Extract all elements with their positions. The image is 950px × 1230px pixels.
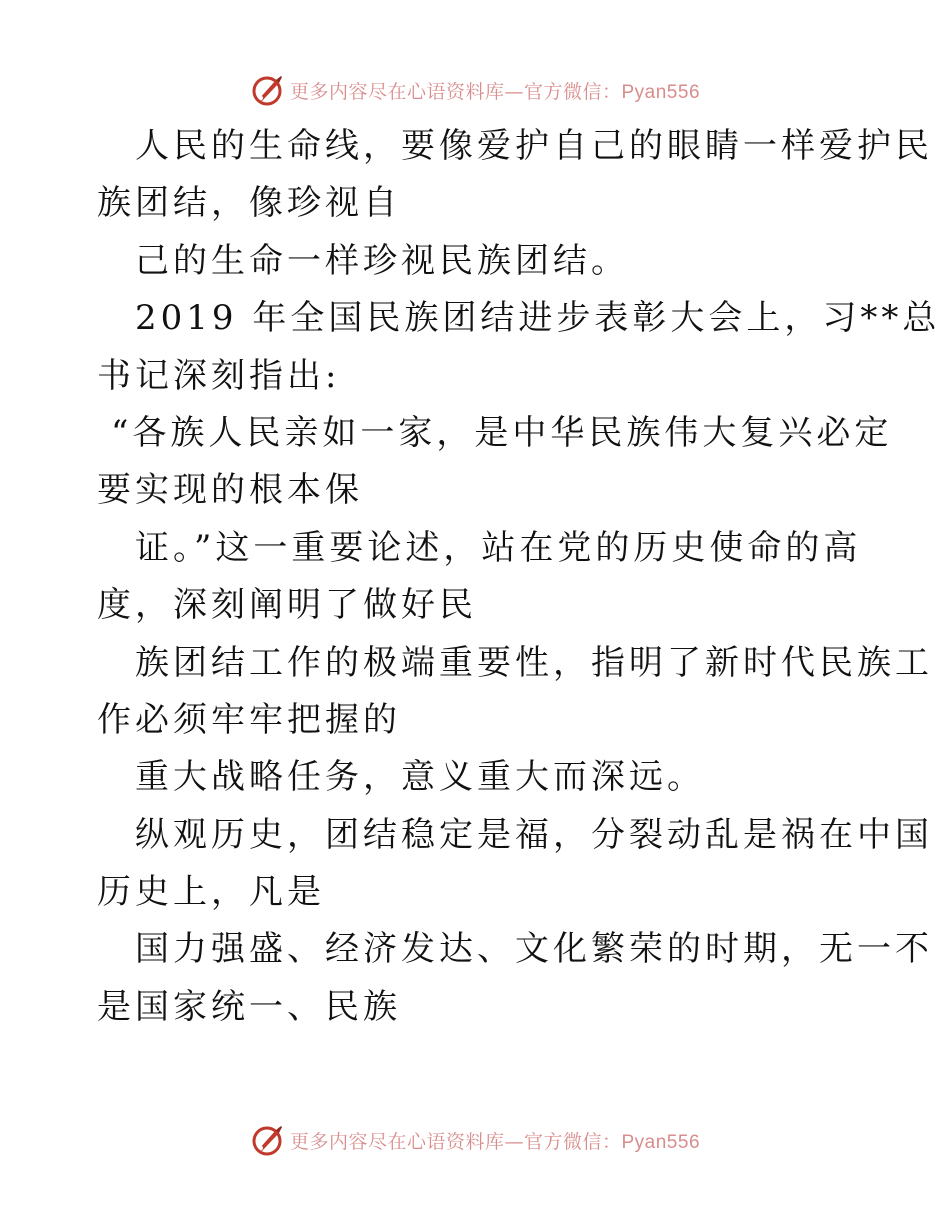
text-line: 证。”这一重要论述，站在党的历史使命的高	[135, 527, 862, 568]
text-line: 人民的生命线，要像爱护自己的眼睛一样爱护民	[135, 126, 933, 166]
quill-logo-icon	[250, 1122, 286, 1158]
text-line: 2019 年全国民族团结进步表彰大会上，习**总	[135, 298, 941, 339]
header-banner-text: 更多内容尽在心语资料库—官方微信：Pyan556	[289, 80, 701, 103]
text-line: 历史上，凡是	[97, 872, 325, 913]
text-line: 族团结，像珍视自	[97, 183, 401, 224]
text-line: 己的生命一样珍视民族团结。	[135, 240, 629, 281]
text-line: 重大战略任务，意义重大而深远。	[135, 757, 705, 798]
text-line: 是国家统一、民族	[97, 986, 401, 1027]
quill-logo-icon	[250, 72, 286, 108]
footer-banner	[0, 1120, 950, 1160]
text-line: 纵观历史，团结稳定是福，分裂动乱是祸在中国	[135, 814, 933, 855]
body-text	[97, 118, 941, 1036]
text-line: 国力强盛、经济发达、文化繁荣的时期，无一不	[135, 929, 933, 970]
text-line: 度，深刻阐明了做好民	[97, 585, 477, 626]
text-line: “各族人民亲如一家，是中华民族伟大复兴必定	[111, 412, 893, 453]
footer-banner-text: 更多内容尽在心语资料库—官方微信：Pyan556	[289, 1130, 701, 1153]
text-line: 族团结工作的极端重要性，指明了新时代民族工	[135, 642, 933, 683]
text-line: 要实现的根本保	[97, 470, 363, 511]
text-line: 作必须牢牢把握的	[97, 699, 401, 740]
footer-wechat-id: Pyan556	[621, 1131, 701, 1153]
header-banner	[0, 70, 950, 110]
text-line: 书记深刻指出:	[97, 355, 341, 396]
header-wechat-id: Pyan556	[621, 81, 701, 103]
